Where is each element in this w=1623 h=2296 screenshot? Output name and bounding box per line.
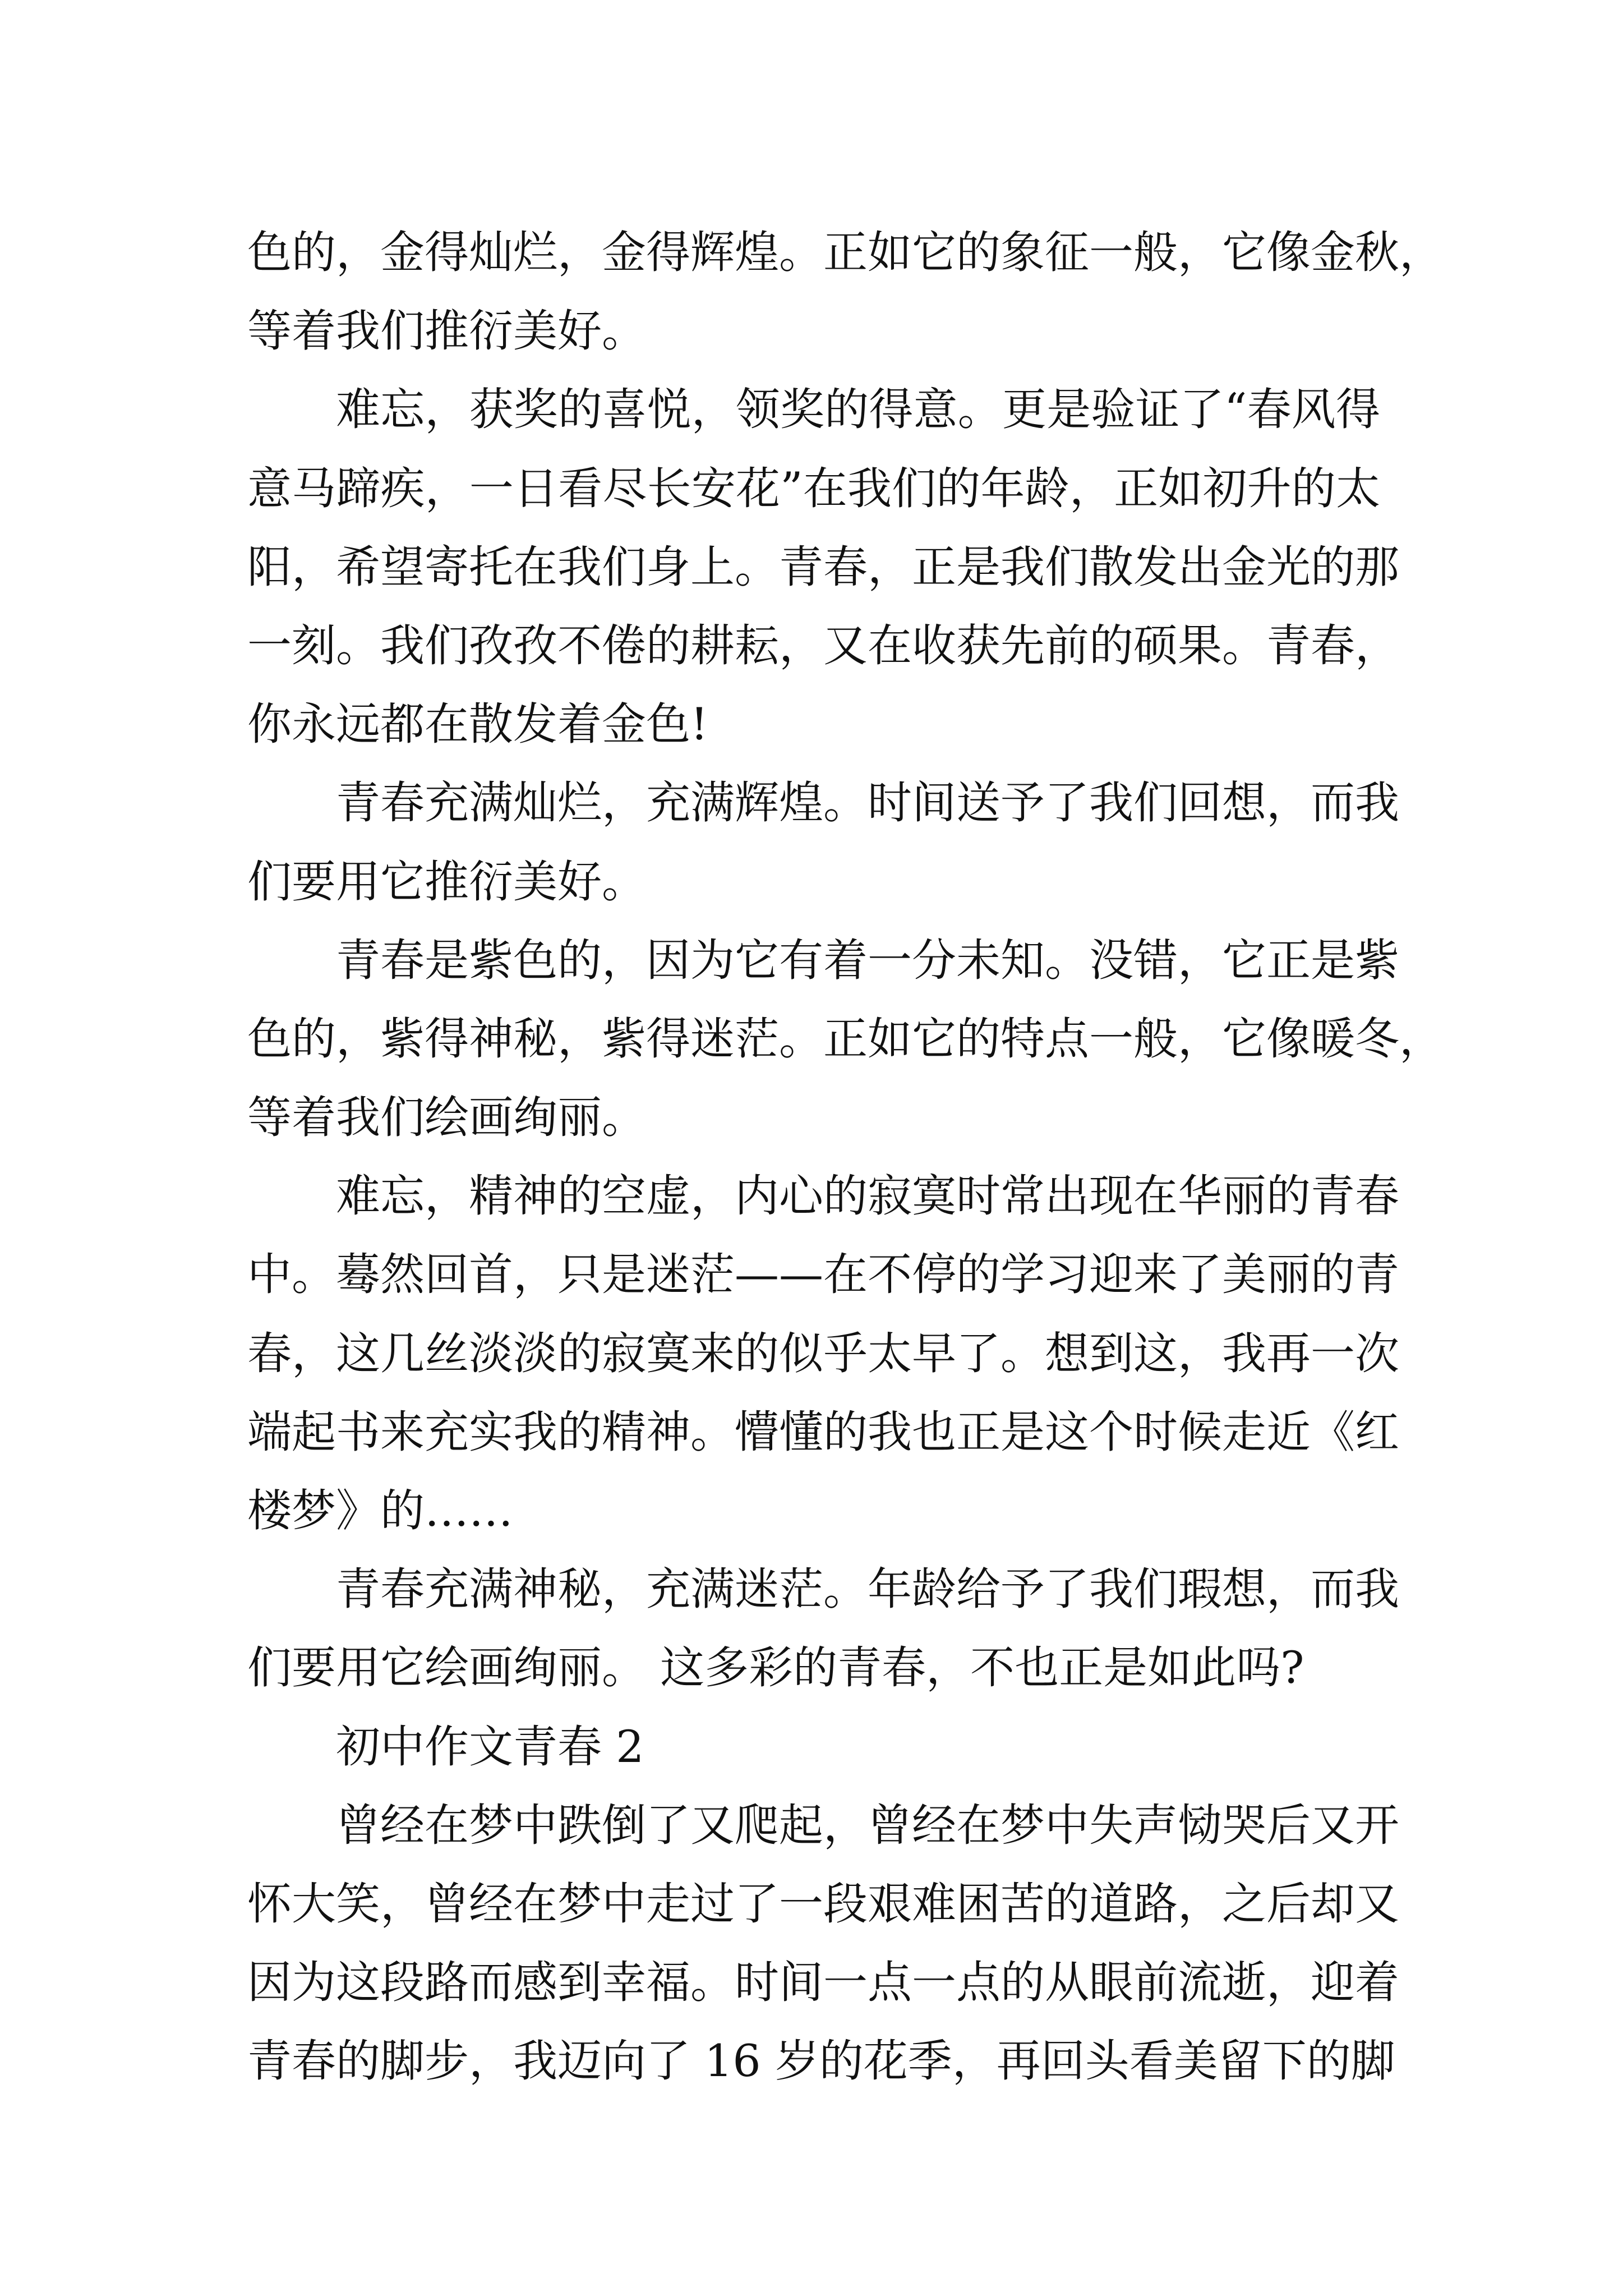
- text-line: 青春是紫色的，因为它有着一分未知。没错，它正是紫: [336, 934, 1399, 986]
- text-line: 你永远都在散发着金色!: [247, 698, 708, 751]
- text-line: 楼梦》的……: [247, 1485, 513, 1536]
- text-line: 初中作文青春 2: [336, 1720, 644, 1773]
- text-line: 一刻。我们孜孜不倦的耕耘，又在收获先前的硕果。青春，: [247, 619, 1399, 671]
- text-line: 春，这几丝淡淡的寂寞来的似乎太早了。想到这，我再一次: [247, 1327, 1399, 1379]
- text-line: 阳，希望寄托在我们身上。青春，正是我们散发出金光的那: [247, 541, 1399, 593]
- text-line: 因为这段路而感到幸福。时间一点一点的从眼前流逝，迎着: [247, 1957, 1399, 2009]
- text-line: 们要用它推衍美好。: [247, 855, 646, 908]
- text-line: 难忘，获奖的喜悦，领奖的得意。更是验证了“春风得: [336, 384, 1380, 436]
- text-line: 色的，紫得神秘，紫得迷茫。正如它的特点一般，它像暖冬，: [247, 1013, 1444, 1065]
- text-line: 青春充满神秘，充满迷茫。年龄给予了我们瑕想，而我: [336, 1563, 1399, 1616]
- text-line: 青春的脚步，我迈向了 16 岁的花季，再回头看美留下的脚: [247, 2035, 1395, 2087]
- text-line: 等着我们推衍美好。: [247, 305, 646, 357]
- text-line: 难忘，精神的空虚，内心的寂寞时常出现在华丽的青春: [336, 1170, 1399, 1222]
- text-line: 怀大笑，曾经在梦中走过了一段艰难困苦的道路，之后却又: [247, 1878, 1399, 1930]
- text-line: 曾经在梦中跌倒了又爬起，曾经在梦中失声恸哭后又开: [336, 1799, 1399, 1851]
- text-line: 们要用它绘画绚丽。 这多彩的青春，不也正是如此吗?: [247, 1642, 1304, 1694]
- text-line: 端起书来充实我的精神。懵懂的我也正是这个时候走近《红: [247, 1406, 1399, 1458]
- text-line: 等着我们绘画绚丽。: [247, 1092, 646, 1144]
- text-line: 意马蹄疾，一日看尽长安花”在我们的年龄，正如初升的太: [247, 462, 1380, 514]
- text-line: 色的，金得灿烂，金得辉煌。正如它的象征一般，它像金秋，: [247, 227, 1444, 278]
- text-line: 青春充满灿烂，充满辉煌。时间送予了我们回想，而我: [336, 777, 1399, 829]
- essay-body: [247, 213, 1444, 2101]
- text-line: 中。蓦然回首，只是迷茫——在不停的学习迎来了美丽的青: [247, 1249, 1399, 1301]
